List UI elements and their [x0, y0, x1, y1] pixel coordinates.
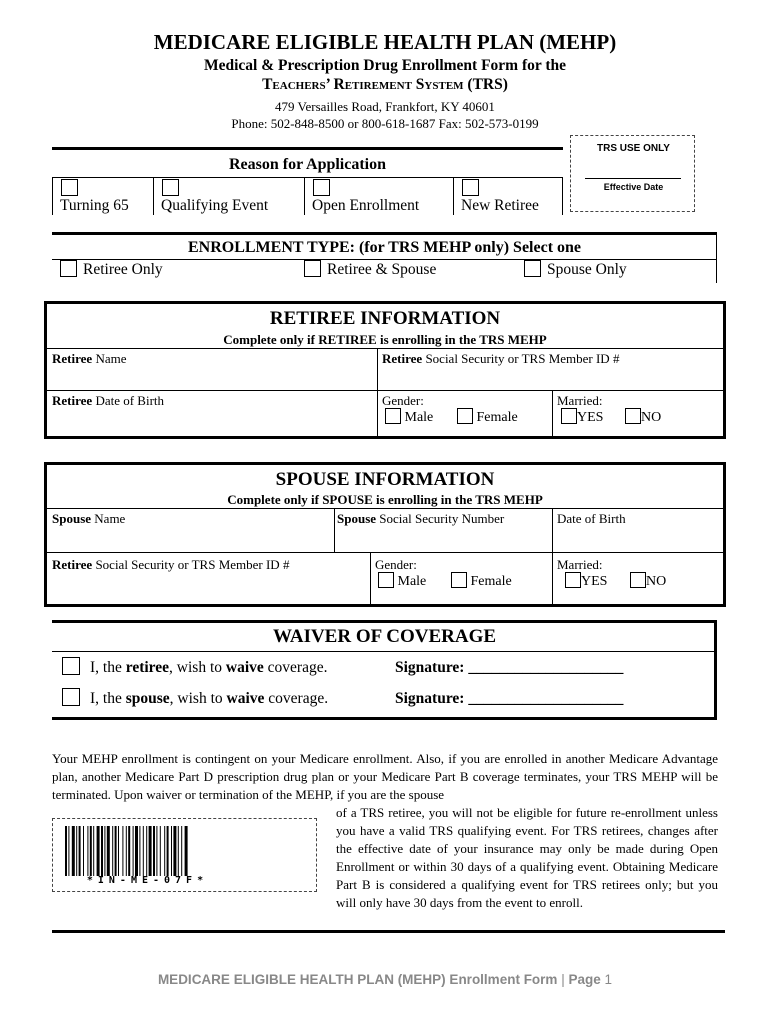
reason-title: Reason for Application	[228, 156, 387, 173]
waiver-spouse-checkbox[interactable]	[62, 688, 80, 706]
form-title: MEDICARE ELIGIBLE HEALTH PLAN (MEHP)	[153, 30, 617, 54]
enrollment-retiree-only-label: Retiree Only	[83, 261, 163, 278]
spouse-retiree-id-label: Social Security or TRS Member ID #	[92, 557, 290, 572]
retiree-ssn-bold: Retiree	[382, 351, 423, 366]
reason-qualifying-event-checkbox[interactable]	[162, 179, 179, 196]
spouse-married-yes-label: YES	[581, 574, 608, 590]
spouse-retiree-id-field[interactable]	[52, 557, 289, 573]
barcode-bar	[104, 826, 105, 876]
barcode-bar	[171, 826, 172, 876]
retiree-gender-male	[385, 410, 433, 426]
barcode-bar	[83, 826, 84, 876]
address: 479 Versailles Road, Frankfort, KY 40601	[275, 99, 495, 114]
retiree-information-section	[44, 301, 726, 439]
reason-new-retiree-label: New Retiree	[461, 197, 539, 214]
divider	[47, 552, 723, 553]
barcode-bar	[118, 826, 119, 876]
barcode-bar	[68, 826, 69, 876]
retiree-gender-label: Gender:	[382, 393, 424, 408]
retiree-name-field[interactable]	[52, 351, 126, 367]
barcode-bar	[133, 826, 134, 876]
barcode-bar	[93, 826, 94, 876]
divider	[52, 651, 717, 652]
retiree-ssn-label: Social Security or TRS Member ID #	[422, 351, 620, 366]
barcode-bar	[72, 826, 75, 876]
spouse-female-checkbox[interactable]	[451, 572, 467, 588]
retiree-female-label: Female	[476, 410, 518, 426]
waiver-title: WAIVER OF COVERAGE	[272, 626, 497, 647]
waiver-retiree-post: coverage.	[263, 659, 328, 676]
enrollment-retiree-spouse-checkbox[interactable]	[304, 260, 321, 277]
barcode-bar	[97, 826, 100, 876]
waiver-retiree-signature[interactable]: Signature: ____________________	[395, 659, 624, 676]
barcode-bar	[107, 826, 110, 876]
retiree-info-subtitle: Complete only if RETIREE is enrolling in the TRS MEHP	[223, 332, 547, 347]
retiree-male-label: Male	[404, 410, 434, 426]
barcode-bar	[156, 826, 157, 876]
spouse-name-label: Name	[91, 511, 126, 526]
enrollment-spouse-only-label: Spouse Only	[547, 261, 627, 278]
enrollment-spouse-only	[524, 261, 627, 279]
form-subtitle: Medical & Prescription Drug Enrollment Form for the	[203, 57, 567, 74]
divider	[370, 552, 371, 604]
footer-page-number: 1	[604, 972, 613, 987]
waiver-retiree-mid: , wish to	[169, 659, 226, 676]
retiree-gender-female	[457, 410, 518, 426]
notice-paragraph-1: Your MEHP enrollment is contingent on your Medicare enrollment. Also, if you are enrolled in another Medicare Advantage plan, another Medicare Part D prescription drug plan or your Medicare Part B coverage terminates, your TRS MEHP will be terminated. Upon waiver or termination of the MEHP, if you are the spouse	[52, 751, 718, 802]
retiree-dob-bold: Retiree	[52, 393, 93, 408]
retiree-info-title: RETIREE INFORMATION	[269, 308, 501, 329]
spouse-male-checkbox[interactable]	[378, 572, 394, 588]
waiver-retiree-checkbox[interactable]	[62, 657, 80, 675]
system-name	[0, 76, 770, 94]
waiver-of-coverage	[52, 620, 717, 720]
spouse-name-field[interactable]	[52, 511, 125, 527]
retiree-married-yes-label: YES	[577, 410, 604, 426]
barcode-text: *IN-ME-07F*	[86, 875, 209, 886]
divider	[552, 508, 553, 604]
system-name-text: Teachers’ Retirement System	[262, 76, 464, 93]
barcode-box	[52, 818, 317, 892]
barcode-bar	[87, 826, 88, 876]
divider	[377, 348, 378, 436]
reason-for-application	[52, 147, 563, 212]
retiree-female-checkbox[interactable]	[457, 408, 473, 424]
spouse-married-no-checkbox[interactable]	[630, 572, 646, 588]
barcode-icon	[65, 826, 230, 876]
barcode-bar	[181, 826, 182, 876]
spouse-married-no	[630, 574, 666, 590]
barcode-bar	[112, 826, 113, 876]
spouse-gender-female	[451, 574, 512, 590]
spouse-married-label: Married:	[557, 557, 603, 572]
barcode-bar	[126, 826, 127, 876]
enrollment-type	[52, 232, 717, 283]
waiver-spouse-waive: waive	[226, 690, 265, 707]
barcode-bar	[149, 826, 152, 876]
retiree-married-no-checkbox[interactable]	[625, 408, 641, 424]
retiree-married-yes	[561, 410, 603, 426]
waiver-retiree-bold: retiree	[125, 659, 170, 676]
divider	[47, 390, 723, 391]
footer-separator: |	[561, 972, 565, 987]
barcode-bar	[76, 826, 77, 876]
waiver-spouse-post: coverage.	[264, 690, 329, 707]
spouse-married-yes-checkbox[interactable]	[565, 572, 581, 588]
barcode-bar	[146, 826, 147, 876]
reason-option-qualifying-event	[153, 177, 304, 215]
bottom-rule	[52, 930, 725, 933]
waiver-spouse-mid: , wish to	[169, 690, 227, 707]
trs-use-only-label: TRS USE ONLY	[597, 143, 670, 154]
divider	[334, 508, 335, 552]
reason-turning-65-checkbox[interactable]	[61, 179, 78, 196]
footer-title: MEDICARE ELIGIBLE HEALTH PLAN (MEHP) Enrollment Form	[157, 972, 558, 987]
spouse-gender-label: Gender:	[375, 557, 417, 572]
spouse-info-subtitle: Complete only if SPOUSE is enrolling in the TRS MEHP	[227, 492, 543, 507]
spouse-dob-field[interactable]: Date of Birth	[557, 511, 626, 526]
spouse-info-title: SPOUSE INFORMATION	[275, 469, 495, 490]
reason-option-open-enrollment	[304, 177, 453, 215]
retiree-ssn-field[interactable]	[382, 351, 619, 367]
barcode-bar	[164, 826, 165, 876]
retiree-male-checkbox[interactable]	[385, 408, 401, 424]
waiver-spouse-signature[interactable]: Signature: ____________________	[395, 690, 624, 707]
spouse-retiree-id-bold: Retiree	[52, 557, 93, 572]
retiree-dob-label: Date of Birth	[92, 393, 165, 408]
reason-open-enrollment-label: Open Enrollment	[312, 197, 420, 214]
retiree-name-label: Name	[92, 351, 127, 366]
waiver-retiree-row	[62, 659, 327, 677]
enrollment-retiree-only-checkbox[interactable]	[60, 260, 77, 277]
divider	[47, 508, 723, 509]
barcode-bar	[167, 826, 169, 876]
divider	[47, 348, 723, 349]
waiver-retiree-pre: I, the	[90, 659, 126, 676]
reason-new-retiree-checkbox[interactable]	[462, 179, 479, 196]
spouse-name-bold: Spouse	[52, 511, 92, 526]
barcode-bar	[143, 826, 144, 876]
reason-qualifying-event-label: Qualifying Event	[161, 197, 269, 214]
barcode-bar	[153, 826, 155, 876]
phone-fax: Phone: 502-848-8500 or 800-618-1687 Fax: 502-573-0199	[231, 116, 539, 131]
reason-option-new-retiree	[453, 177, 563, 215]
enrollment-retiree-spouse-label: Retiree & Spouse	[327, 261, 437, 278]
enrollment-retiree-spouse	[304, 261, 436, 279]
effective-date-label: Effective Date	[603, 182, 664, 192]
barcode-bar	[135, 826, 138, 876]
retiree-married-yes-checkbox[interactable]	[561, 408, 577, 424]
enrollment-spouse-only-checkbox[interactable]	[524, 260, 541, 277]
enrollment-retiree-only	[60, 261, 163, 279]
barcode-bar	[90, 826, 92, 876]
spouse-ssn-bold: Spouse	[337, 511, 377, 526]
retiree-married-no	[625, 410, 661, 426]
effective-date-line[interactable]	[585, 178, 681, 179]
spouse-gender-male	[378, 574, 426, 590]
waiver-spouse-pre: I, the	[90, 690, 126, 707]
spouse-ssn-field[interactable]	[337, 511, 504, 527]
waiver-retiree-waive: waive	[225, 659, 264, 676]
barcode-bar	[173, 826, 176, 876]
barcode-bar	[115, 826, 117, 876]
spouse-married-no-label: NO	[646, 574, 667, 590]
spouse-female-label: Female	[470, 574, 512, 590]
barcode-bar	[128, 826, 130, 876]
spouse-information-section	[44, 462, 726, 607]
reason-open-enrollment-checkbox[interactable]	[313, 179, 330, 196]
spouse-male-label: Male	[397, 574, 427, 590]
reason-option-turning-65	[52, 177, 153, 215]
barcode-bar	[79, 826, 81, 876]
spouse-ssn-label: Social Security Number	[376, 511, 505, 526]
barcode-bar	[122, 826, 123, 876]
waiver-spouse-bold: spouse	[125, 690, 170, 707]
footer-page-label: Page	[568, 972, 601, 987]
reason-turning-65-label: Turning 65	[60, 197, 129, 214]
barcode-bar	[139, 826, 140, 876]
barcode-bar	[160, 826, 161, 876]
barcode-bar	[65, 826, 67, 876]
barcode-bar	[101, 826, 103, 876]
retiree-dob-field[interactable]	[52, 393, 164, 409]
divider	[52, 259, 717, 260]
page-footer	[0, 972, 770, 987]
retiree-married-label: Married:	[557, 393, 603, 408]
barcode-bar	[185, 826, 188, 876]
notice-paragraph-2: of a TRS retiree, you will not be eligible for future re-enrollment unless you have a valid TRS qualifying event. For TRS retirees, changes after the effective date of your insurance may only be made during Open Enrollment or within 30 days of a qualifying event. Obtaining Medicare Part B is considered a qualifying event for TRS retirees only; but you will only have 30 days from the event to enroll.	[336, 805, 718, 910]
retiree-married-no-label: NO	[641, 410, 662, 426]
barcode-bar	[178, 826, 179, 876]
system-abbr: (TRS)	[467, 76, 508, 93]
enrollment-type-title: ENROLLMENT TYPE: (for TRS MEHP only) Select one	[187, 239, 582, 256]
spouse-married-yes	[565, 574, 607, 590]
divider	[552, 390, 553, 436]
retiree-name-bold: Retiree	[52, 351, 93, 366]
trs-use-only-box	[570, 135, 695, 212]
waiver-spouse-row	[62, 690, 328, 708]
